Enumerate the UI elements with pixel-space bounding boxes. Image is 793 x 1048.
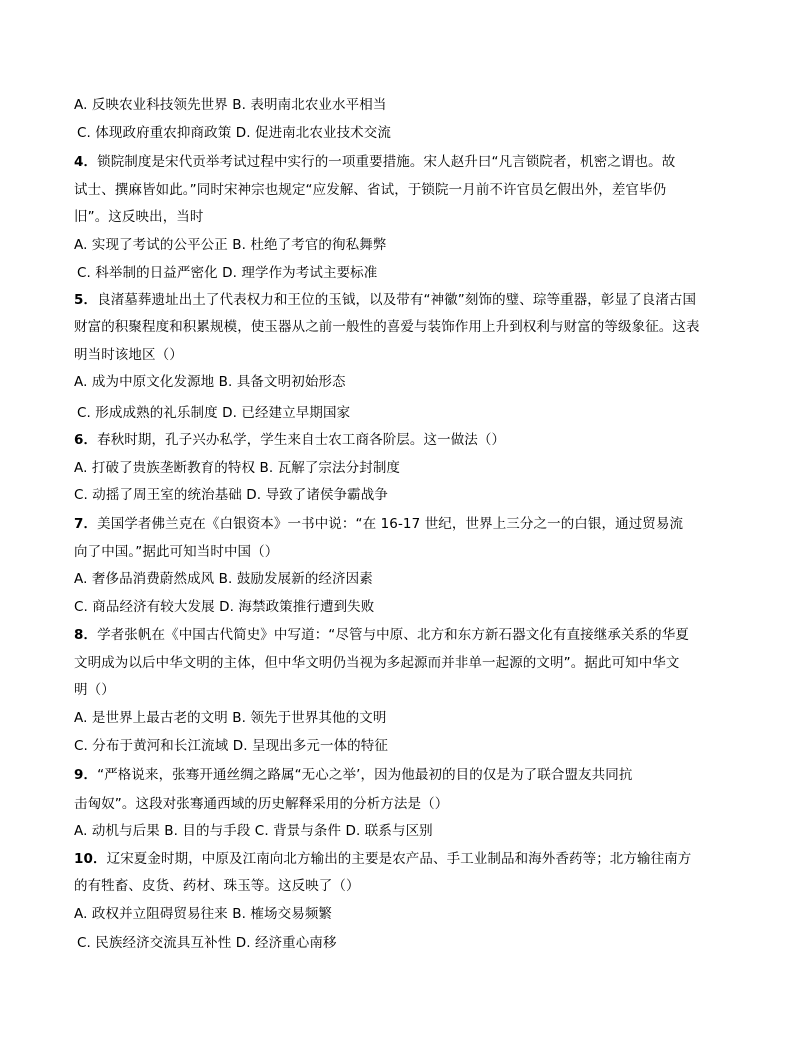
q10-stem-line-1: 10．辽宋夏金时期，中原及江南向北方输出的主要是农产品、手工业制品和海外香药等；北方输往南方	[74, 851, 692, 867]
q7-stem-line-2: 向了中国。”据此可知当时中国（）	[74, 544, 279, 560]
q10-number: 10．	[74, 851, 107, 867]
q5-number: 5．	[74, 292, 98, 308]
q3-options-ab: A. 反映农业科技领先世界 B. 表明南北农业水平相当	[74, 97, 387, 113]
q7-options-cd: C. 商品经济有较大发展 D. 海禁政策推行遭到失败	[74, 599, 375, 615]
q6-stem-line-1: 6．春秋时期，孔子兴办私学，学生来自士农工商各阶层。这一做法（）	[74, 432, 506, 448]
q8-stem-line-1: 8．学者张帆在《中国古代简史》中写道：“尽管与中原、北方和东方新石器文化有直接继承关系的华夏	[74, 627, 689, 643]
q8-options-cd: C. 分布于黄河和长江流域 D. 呈现出多元一体的特征	[74, 738, 388, 754]
q3-options-cd: C. 体现政府重农抑商政策 D. 促进南北农业技术交流	[77, 125, 391, 141]
q9-stem-line-2: 击匈奴”。这段对张骞通西域的历史解释采用的分析方法是（）	[74, 796, 449, 812]
q4-stem-line-1: 4．锁院制度是宋代贡举考试过程中实行的一项重要措施。宋人赵升曰“凡言锁院者，机密之谓也。故	[74, 154, 676, 170]
q10-stem-line-2: 的有牲畜、皮货、药材、珠玉等。这反映了（）	[74, 878, 360, 894]
q5-stem-line-2: 财富的积聚程度和积累规模，使玉器从之前一般性的喜爱与装饰作用上升到权利与财富的等级象征。这表	[74, 319, 700, 335]
q9-options: A. 动机与后果 B. 目的与手段 C. 背景与条件 D. 联系与区别	[74, 823, 433, 839]
q5-options-ab: A. 成为中原文化发源地 B. 具备文明初始形态	[74, 374, 346, 390]
q5-stem-line-1: 5．良渚墓葬遗址出土了代表权力和王位的玉钺，以及带有“神徽”刻饰的璧、琮等重器，彰显了良渚古国	[74, 292, 697, 308]
q5-options-cd: C. 形成成熟的礼乐制度 D. 已经建立早期国家	[77, 405, 351, 421]
q8-options-ab: A. 是世界上最古老的文明 B. 领先于世界其他的文明	[74, 710, 387, 726]
q4-options-ab: A. 实现了考试的公平公正 B. 杜绝了考官的徇私舞弊	[74, 237, 387, 253]
q8-stem-line-3: 明（）	[74, 682, 115, 698]
q6-number: 6．	[74, 432, 98, 448]
q6-options-ab: A. 打破了贵族垄断教育的特权 B. 瓦解了宗法分封制度	[74, 460, 401, 476]
q5-stem-line-3: 明当时该地区（）	[74, 347, 183, 363]
q6-options-cd: C. 动摇了周王室的统治基础 D. 导致了诸侯争霸战争	[74, 487, 388, 503]
q8-number: 8．	[74, 627, 98, 643]
q8-stem-line-2: 文明成为以后中华文明的主体，但中华文明仍当视为多起源而并非单一起源的文明”。据此可知中华文	[74, 655, 680, 671]
q7-options-ab: A. 奢侈品消费蔚然成风 B. 鼓励发展新的经济因素	[74, 571, 373, 587]
q10-options-ab: A. 政权并立阻碍贸易往来 B. 榷场交易频繁	[74, 906, 333, 922]
q9-stem-line-1: 9．“严格说来，张骞开通丝绸之路属“无心之举’，因为他最初的目的仅是为了联合盟友共同抗	[74, 767, 633, 783]
q4-number: 4．	[74, 154, 98, 170]
q9-number: 9．	[74, 767, 98, 783]
q7-number: 7．	[74, 516, 98, 532]
q10-options-cd: C. 民族经济交流具互补性 D. 经济重心南移	[77, 935, 337, 951]
q7-stem-line-1: 7．美国学者佛兰克在《白银资本》一书中说：“在 16-17 世纪，世界上三分之一的白银，通过贸易流	[74, 516, 684, 532]
q4-options-cd: C. 科举制的日益严密化 D. 理学作为考试主要标准	[77, 265, 378, 281]
q4-stem-line-2: 试士、撰麻皆如此。”同时宋神宗也规定“应发解、省试，于锁院一月前不许官员乞假出外，差官毕仍	[74, 182, 667, 198]
q4-stem-line-3: 旧”。这反映出，当时	[74, 209, 204, 225]
